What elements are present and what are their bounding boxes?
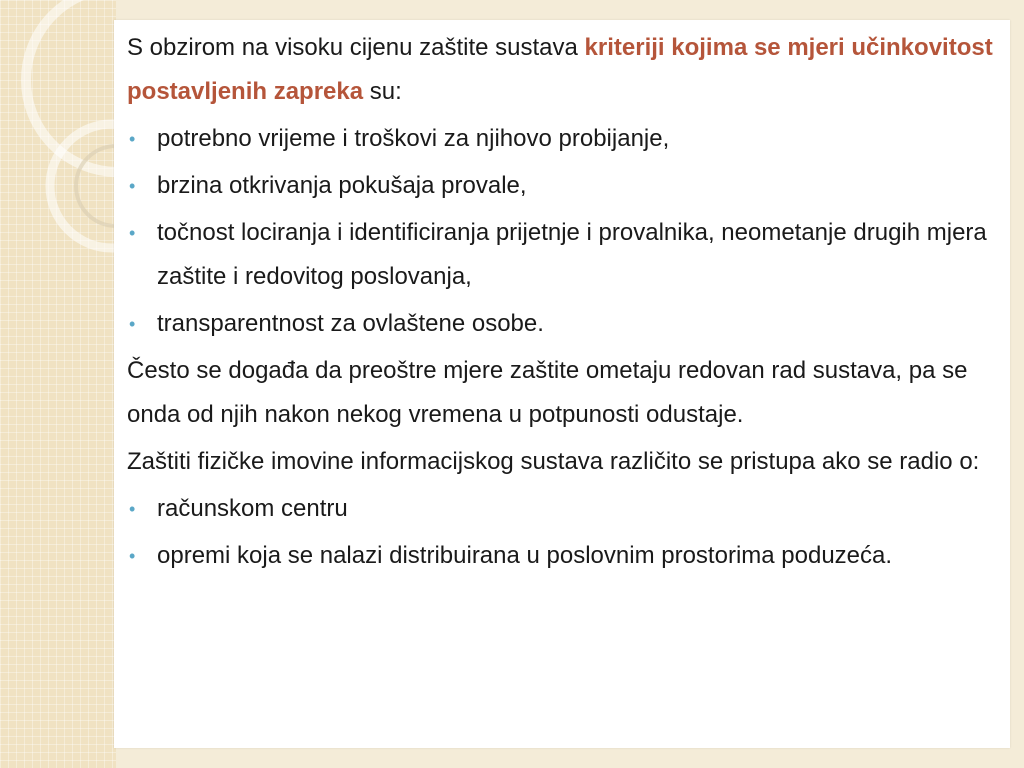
list-item: • brzina otkrivanja pokušaja provale,: [127, 164, 997, 208]
list-item: • točnost lociranja i identificiranja prijetnje i provalnika, neometanje drugih mjera zaštite i redovitog poslovanja,: [127, 211, 997, 299]
list-item: • opremi koja se nalazi distribuirana u poslovnim prostorima poduzeća.: [127, 534, 997, 578]
list-item: • računskom centru: [127, 487, 997, 531]
bullet-icon: •: [129, 129, 136, 149]
slide-text: [127, 26, 997, 581]
decorative-side-band: [0, 0, 116, 768]
bullet-icon: •: [129, 176, 136, 196]
highlighted-phrase: kriteriji kojima se mjeri učinkovitost postavljenih zapreka: [127, 34, 993, 105]
bullet-icon: •: [129, 499, 136, 519]
decorative-circles: [0, 0, 116, 768]
paragraph-three: Zaštiti fizičke imovine informacijskog sustava različito se pristupa ako se radio o:: [127, 448, 980, 475]
slide-content-panel: [114, 20, 1010, 748]
list-item: • potrebno vrijeme i troškovi za njihovo probijanje,: [127, 117, 997, 161]
bullet-icon: •: [129, 314, 136, 334]
intro-paragraph: S obzirom na visoku cijenu zaštite sustava kriteriji kojima se mjeri učinkovitost postavljenih zapreka su:: [127, 34, 993, 105]
bullet-icon: •: [129, 223, 136, 243]
list-item: • transparentnost za ovlaštene osobe.: [127, 302, 997, 346]
bullet-icon: •: [129, 546, 136, 566]
paragraph-two: Često se događa da preoštre mjere zaštite ometaju redovan rad sustava, pa se onda od njih nakon nekog vremena u potpunosti odustaje.: [127, 357, 968, 428]
